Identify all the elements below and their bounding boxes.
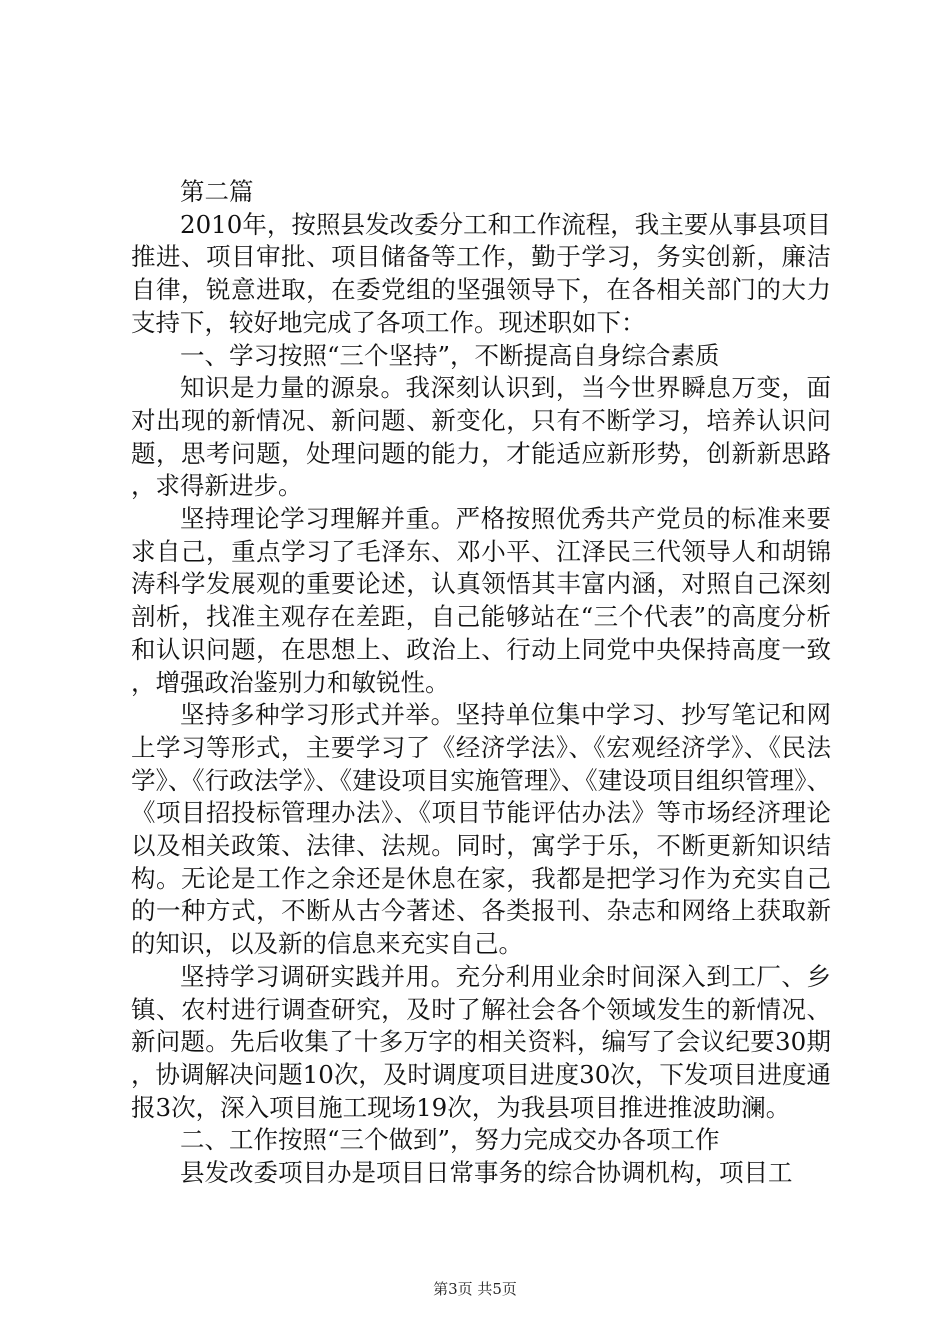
body-paragraph: 知识是力量的源泉。我深刻认识到，当今世界瞬息万变，面对出现的新情况、新问题、新变化，只有不断学习，培养认识问题，思考问题，处理问题的能力，才能适应新形势，创新新思路，求得新进步。 [131, 373, 831, 501]
body-paragraph: 坚持多种学习形式并举。坚持单位集中学习、抄写笔记和网上学习等形式，主要学习了《经济学法》、《宏观经济学》、《民法学》、《行政法学》、《建设项目实施管理》、《建设项目组织管理》、《项目招投标管理办法》、《项目节能评估办法》等市场经济理论以及相关政策、法律、法规。同时，寓学于乐，不断更新知识结构。无论是工作之余还是休息在家，我都是把学习作为充实自己的一种方式，不断从古今著述、各类报刊、杂志和网络上获取新的知识，以及新的信息来充实自己。 [131, 700, 831, 959]
body-paragraph: 坚持理论学习理解并重。严格按照优秀共产党员的标准来要求自己，重点学习了毛泽东、邓小平、江泽民三代领导人和胡锦涛科学发展观的重要论述，认真领悟其丰富内涵，对照自己深刻剖析，找准主观存在差距，自己能够站在“三个代表”的高度分析和认识问题，在思想上、政治上、行动上同党中央保持高度一致，增强政治鉴别力和敏锐性。 [131, 504, 831, 697]
document-body [131, 176, 831, 1190]
section-heading: 一、学习按照“三个坚持”，不断提高自身综合素质 [180, 340, 720, 370]
body-paragraph: 县发改委项目办是项目日常事务的综合协调机构，项目工 [180, 1158, 793, 1188]
body-paragraph: 2010年，按照县发改委分工和工作流程，我主要从事县项目推进、项目审批、项目储备等工作，勤于学习，务实创新，廉洁自律，锐意进取，在委党组的坚强领导下，在各相关部门的大力支持下，较好地完成了各项工作。现述职如下： [131, 209, 831, 337]
page-number-footer: 第3页 共5页 [433, 1280, 517, 1298]
section-heading: 第二篇 [180, 177, 254, 206]
body-paragraph: 坚持学习调研实践并用。充分利用业余时间深入到工厂、乡镇、农村进行调查研究，及时了解社会各个领域发生的新情况、新问题。先后收集了十多万字的相关资料，编写了会议纪要30期，协调解决问题10次，及时调度项目进度30次，下发项目进度通报3次，深入项目施工现场19次，为我县项目推进推波助澜。 [131, 961, 831, 1122]
section-heading: 二、工作按照“三个做到”，努力完成交办各项工作 [180, 1125, 720, 1155]
